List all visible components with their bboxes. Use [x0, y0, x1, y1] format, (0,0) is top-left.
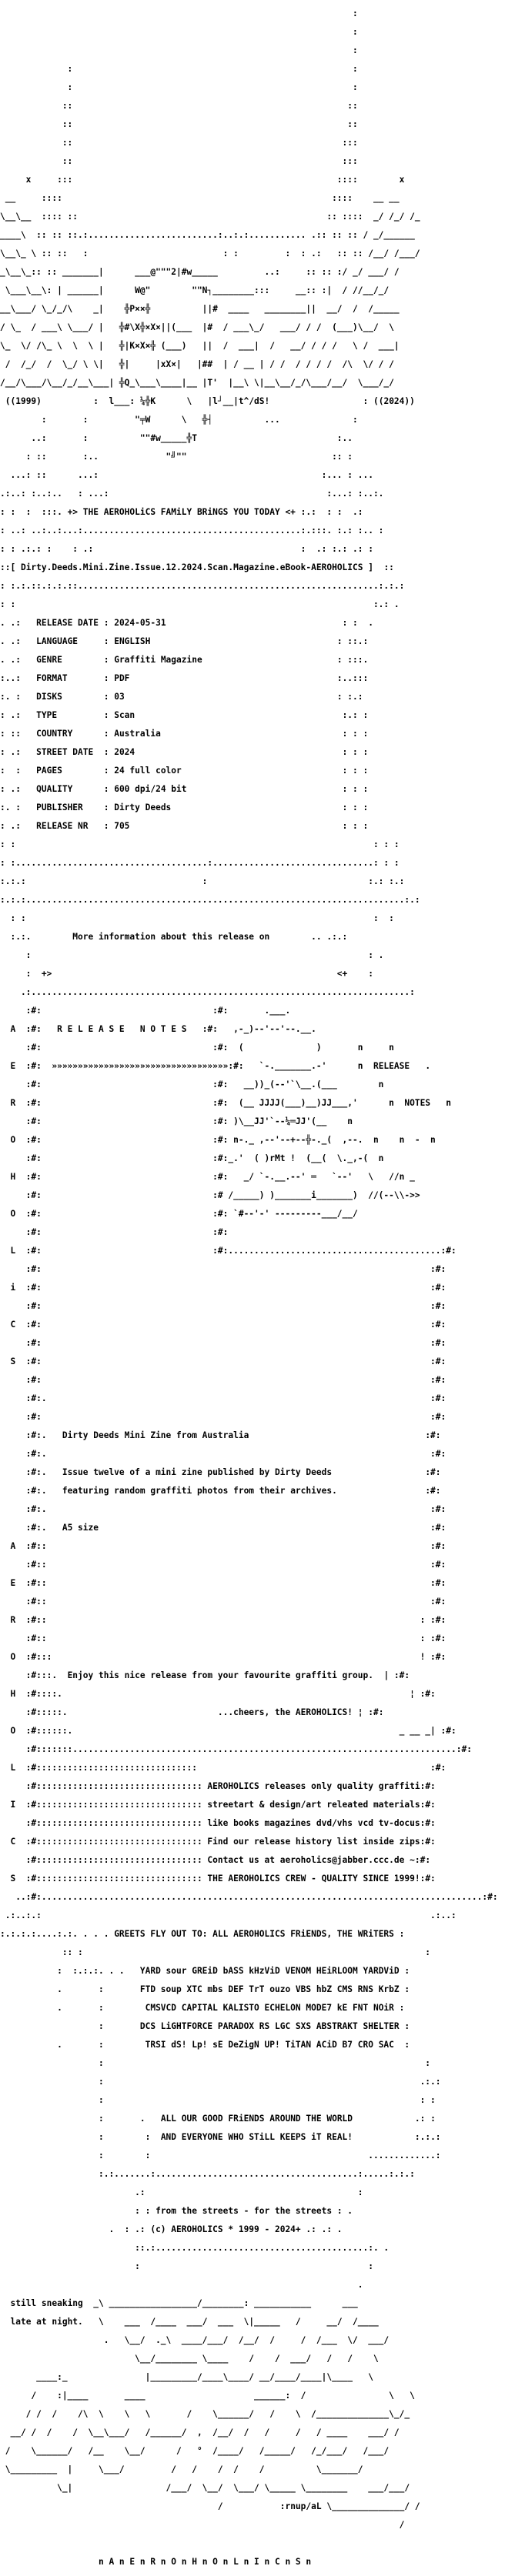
info-key: FORMAT [36, 673, 68, 683]
copyright-line: (c) AEROHOLICS * 1999 - 2024+ [150, 2224, 301, 2234]
info-key: RELEASE NR [36, 821, 89, 831]
cheers-line: ...cheers, the AEROHOLICS! [217, 1707, 353, 1717]
greets-group-line: FTD soup XTC mbs DEF TrT ouzo VBS hbZ CMS RNS KrbZ [139, 1984, 400, 1994]
info-value: 2024-05-31 [114, 618, 166, 628]
art-label-release: RELEASE [373, 1061, 410, 1071]
info-value: 705 [114, 821, 130, 831]
info-value: Scan [114, 710, 135, 720]
release-name: [ Dirty.Deeds.Mini.Zine.Issue.12.2024.Scan.Magazine.eBook-AEROHOLICS ] [10, 562, 373, 572]
info-key: RELEASE DATE [36, 618, 99, 628]
about-line: streetart & design/art releated materials [207, 1800, 420, 1810]
info-key: TYPE [36, 710, 58, 720]
info-value: Graffiti Magazine [114, 655, 202, 665]
greets-group-line: CMSVCD CAPITAL KALISTO ECHELON MODE7 kE FNT NOiR [145, 2003, 394, 2013]
streets-line: from the streets - for the streets [156, 2206, 333, 2216]
about-line: THE AEROHOLICS CREW - QUALITY SINCE 1999! [207, 1874, 420, 1884]
info-key: QUALITY [36, 784, 73, 794]
info-key: DISKS [36, 692, 62, 702]
info-value: 2024 [114, 747, 135, 757]
info-value: 03 [114, 692, 125, 702]
notes-line-2: Issue twelve of a mini zine published by Dirty Deeds [62, 1467, 333, 1477]
year-right: (2024) [378, 396, 410, 406]
nfo-document: : : : : : : : :: :: :: :: :: ::: :: ::: x ::: :::: x __ :::: :::: __ __ \__\__ :::: :: :: :::: _/ /_/ /_ ____\ :: :: ::.:.........................:..:.:........... .:: :: :: / _/______ \__\_ \ :: :: : : : : : .: :: :: /__/ /___/ _\__\_:: :: _______| ___@"""2|#w_____ ..: :: :: :/ _/ ___/ / \___\__\: | ______| W@" ""N┐________::: __:: :| / //__/_/ __\___/ \_/_/\ _| ╬P××╬ ||# ____ ________|| __/ / /_____ / \_ / ___\ \___/ | ╬#\X╬×X×||(___ |# / ___\_/ ___/ / / (___)\__/ \ \_ \/ /\_ \ \ \ | ╬|K×X×╬ (___) || / ___| / __/ / / / \ / ___| / /_/ / \_/ \ \| ╬| |xX×| |## | / __ | / / / / / / /\ \/ / / /__/\___/\__/_/__\___| ╬Q_\___\____|__ |T' |__\ \|__\__/_/\___/__/ \___/_/ ((1999) : l___: ¼╬K \ |l┘__|t^/dS! : ((2024)) : : "╤W \ ╬┤ ... : ..: : ""#w_____╬T :.. : :: :.. "╝"" :: : ...: :: ...: :... : ... .:..: :..:.. : ...: :...: :..:. : : : :::. +> THE AEROHOLiCS FAMiLY BRiNGS YOU TODAY <+ :.: : : .: : ..: ..:..:...:..........................................:.:::. :.: :.. : : : .:.: : : .: : .: :.: .: : ::[ Dirty.Deeds.Mini.Zine.Issue.12.2024.Scan.Magazine.eBook-AEROHOLICS ] :: : :.:.::.:.:.::..........................................................:.:.: : : :.: . . .: RELEASE DATE : 2024-05-31 : : . . .: LANGUAGE : ENGLISH : ::.: . .: GENRE : Graffiti Magazine : :::. :..: FORMAT : PDF :..::: :. : DISKS : 03 : :.: : .: TYPE : Scan :.: : : :: COUNTRY : Australia : : : : .: STREET DATE : 2024 : : : : : PAGES : 24 full color : : : : .: QUALITY : 600 dpi/24 bit : : : :. : PUBLISHER : Dirty Deeds : : : : .: RELEASE NR : 705 : : : : : : : : : :.....................................:...............................: : : :.:.: : :.: :.: :.:.:.........................................................................:.: : : : : :.:. More information about this release on .. .:.: : : . : +> <+ : .:.........................................................................: :#: :#: .___. A :#: R E L E A S E N O T E S :#: ,-_)--'--'--.__. :#: :#: ( ) n n E :#: »»»»»»»»»»»»»»»»»»»»»»»»»»»»»»»»»»:#: `-._______.-' n RELEASE . :#: :#: __))_(--'`\__.(___ n R :#: :#: (__ JJJJ(___)__)JJ___,' n NOTES n :#: :#: )\__JJ'`--¼═JJ'(__ n O :#: :#: n-._ ,--'--+--╬-._( ,--. n n - n :#: :#:_.' ( )rMt ! (__( \._,-( n H :#: :#: _/ `-.__.--' ═ `--' \ //n _ :#: :# /_____) )_______i_______) //(--\\->> O :#: :#: `#--'-' ---------___/__/ :#: :#: L :#: :#:.........................................:#: :#: :#: i :#: :#: :#: :#: C :#: :#: :#: :#: S :#: :#: :#: :#: :#:. :#: :#: :#: :#:. Dirty Deeds Mini Zine from Australia :#: :#:. :#: :#:. Issue twelve of a mini zine published by Dirty Deeds :#: :#:. featuring random graffiti photos from their archives. :#: :#:. :#: :#:. A5 size :#: A :#:: :#: :#:: :#: E :#:: :#: :#:: :#: R :#:: : :#: :#:: : :#: O :#::: ! :#: :#:::. Enjoy this nice release from your favourite graffiti group. | :#: H :#::::. ¦ :#: :#:::::. ...cheers, the AEROHOLICS! ¦ :#: O :#::::::. _ __ _| :#: :#:::::::..........................................................................:#: L :#::::::::::::::::::::::::::::::: :#: :#:::::::::::::::::::::::::::::::: AEROHOLICS releases only quality graffiti:#: I :#:::::::::::::::::::::::::::::::: streetart & design/art releated materials:#: :#:::::::::::::::::::::::::::::::: like books magazines dvd/vhs vcd tv-docus:#: C :#:::::::::::::::::::::::::::::::: Find our release history list inside zips:#: :#:::::::::::::::::::::::::::::::: Contact us at aeroholics@jabber.ccc.de ~:#: S :#:::::::::::::::::::::::::::::::: THE AEROHOLICS CREW - QUALITY SINCE 1999!:#: ..:#:.....................................................................................:#: .:..:.: .:..: :.:.:.:....:.:. . . . GREETS FLY OUT TO: ALL AEROHOLICS FRiENDS, THE WRiTERS : :: : : : :.:.:. . . YARD sour GREiD bASS kHzViD VENOM HEiRLOOM YARDViD : . : FTD soup XTC mbs DEF TrT ouzo VBS hbZ CMS RNS KrbZ : . : CMSVCD CAPITAL KALISTO ECHELON MODE7 kE FNT NOiR : : DCS LiGHTFORCE PARADOX RS LGC SXS ABSTRAKT SHELTER : . : TRSI dS! Lp! sE DeZigN UP! TiTAN ACiD B7 CRO SAC : : : : .:.: : : : : . ALL OUR GOOD FRiENDS AROUND THE WORLD .: : : : AND EVERYONE WHO STiLL KEEPS iT REAL! :.:.: : : .............: :.:.......:.......................................:.....:.:.: .: : : : from the streets - for the streets : . . : .: (c) AEROHOLICS * 1999 - 2024+ .: .: . ::.:.........................................:. . : : . still sneaking _\ _________________/________: ___________ ___ late at night. \ ___ /____ ___/ ___ \|_____ / __/ /____ . \__/ ._\ ____/___/ /__/ / / /___ \/ ___/ \__/________ \____ / / ___/ / / \ ____:_ |_________/____\____/ __/____/____|\____ \ / :|____ ____ ______: / \ \ / / / /\ \ \ \ / \______/ / \ /______________\_/_ __/ / / / \__\___/ /______/ , /__/ / / / / ____ ___/ / / \______/ /__ \__/ / ° /____/ /_____/ /_/___/ /___/ \_________ | \___/ / / / / / \_______/ \_| /___/ \__/ \___/ \_____ \________ ___/___/ / :rnup/aL \______________/ / / n A n E n R n O n H n O n L n I n C n S n [0, 8, 498, 2567]
intro-line: +> THE AEROHOLiCS FAMiLY BRiNGS YOU TODAY <+ [67, 507, 296, 517]
sneaking-line-2: late at night. [10, 2317, 83, 2327]
info-value: 24 full color [114, 766, 182, 776]
about-line: AEROHOLICS releases only quality graffiti [207, 1781, 420, 1791]
info-key: STREET DATE [36, 747, 94, 757]
info-key: LANGUAGE [36, 636, 79, 646]
greets-group-line: YARD sour GREiD bASS kHzViD VENOM HEiRLOOM YARDViD [139, 1966, 400, 1976]
info-key: PAGES [36, 766, 62, 776]
info-value: Australia [114, 729, 161, 739]
about-line: Contact us at aeroholics@jabber.ccc.de ~ [207, 1855, 415, 1865]
sneaking-line-1: still sneaking [10, 2298, 83, 2308]
more-info-line: More information about this release on [72, 932, 270, 942]
info-value: Dirty Deeds [114, 802, 172, 813]
greets-group-line: TRSI dS! Lp! sE DeZigN UP! TiTAN ACiD B7 CRO SAC [145, 2040, 394, 2050]
friends-line-1: ALL OUR GOOD FRiENDS AROUND THE WORLD [160, 2114, 353, 2124]
info-key: COUNTRY [36, 729, 73, 739]
notes-line-3: featuring random graffiti photos from their archives. [62, 1486, 337, 1496]
about-line: Find our release history list inside zips [207, 1837, 420, 1847]
greets-title: GREETS FLY OUT TO: ALL AEROHOLICS FRiENDS, THE WRiTERS [114, 1929, 394, 1939]
art-label-notes: NOTES [404, 1098, 431, 1108]
about-line: like books magazines dvd/vhs vcd tv-docus [207, 1818, 420, 1828]
notes-line-4: A5 size [62, 1523, 99, 1533]
signature: :rnup/aL [279, 2501, 322, 2511]
notes-heading: R E L E A S E N O T E S [57, 1024, 187, 1034]
info-value: ENGLISH [114, 636, 151, 646]
info-value: PDF [114, 673, 130, 683]
info-key: GENRE [36, 655, 62, 665]
enjoy-line: Enjoy this nice release from your favourite graffiti group. [67, 1670, 373, 1680]
notes-line-1: Dirty Deeds Mini Zine from Australia [62, 1430, 249, 1440]
year-left: (1999) [10, 396, 42, 406]
friends-line-2: AND EVERYONE WHO STiLL KEEPS iT REAL! [160, 2132, 353, 2142]
greets-group-line: DCS LiGHTFORCE PARADOX RS LGC SXS ABSTRAKT SHELTER [139, 2021, 400, 2031]
info-value: 600 dpi/24 bit [114, 784, 187, 794]
bottom-banner: n A n E n R n O n H n O n L n I n C n S n [98, 2557, 312, 2567]
info-key: PUBLISHER [36, 802, 83, 813]
